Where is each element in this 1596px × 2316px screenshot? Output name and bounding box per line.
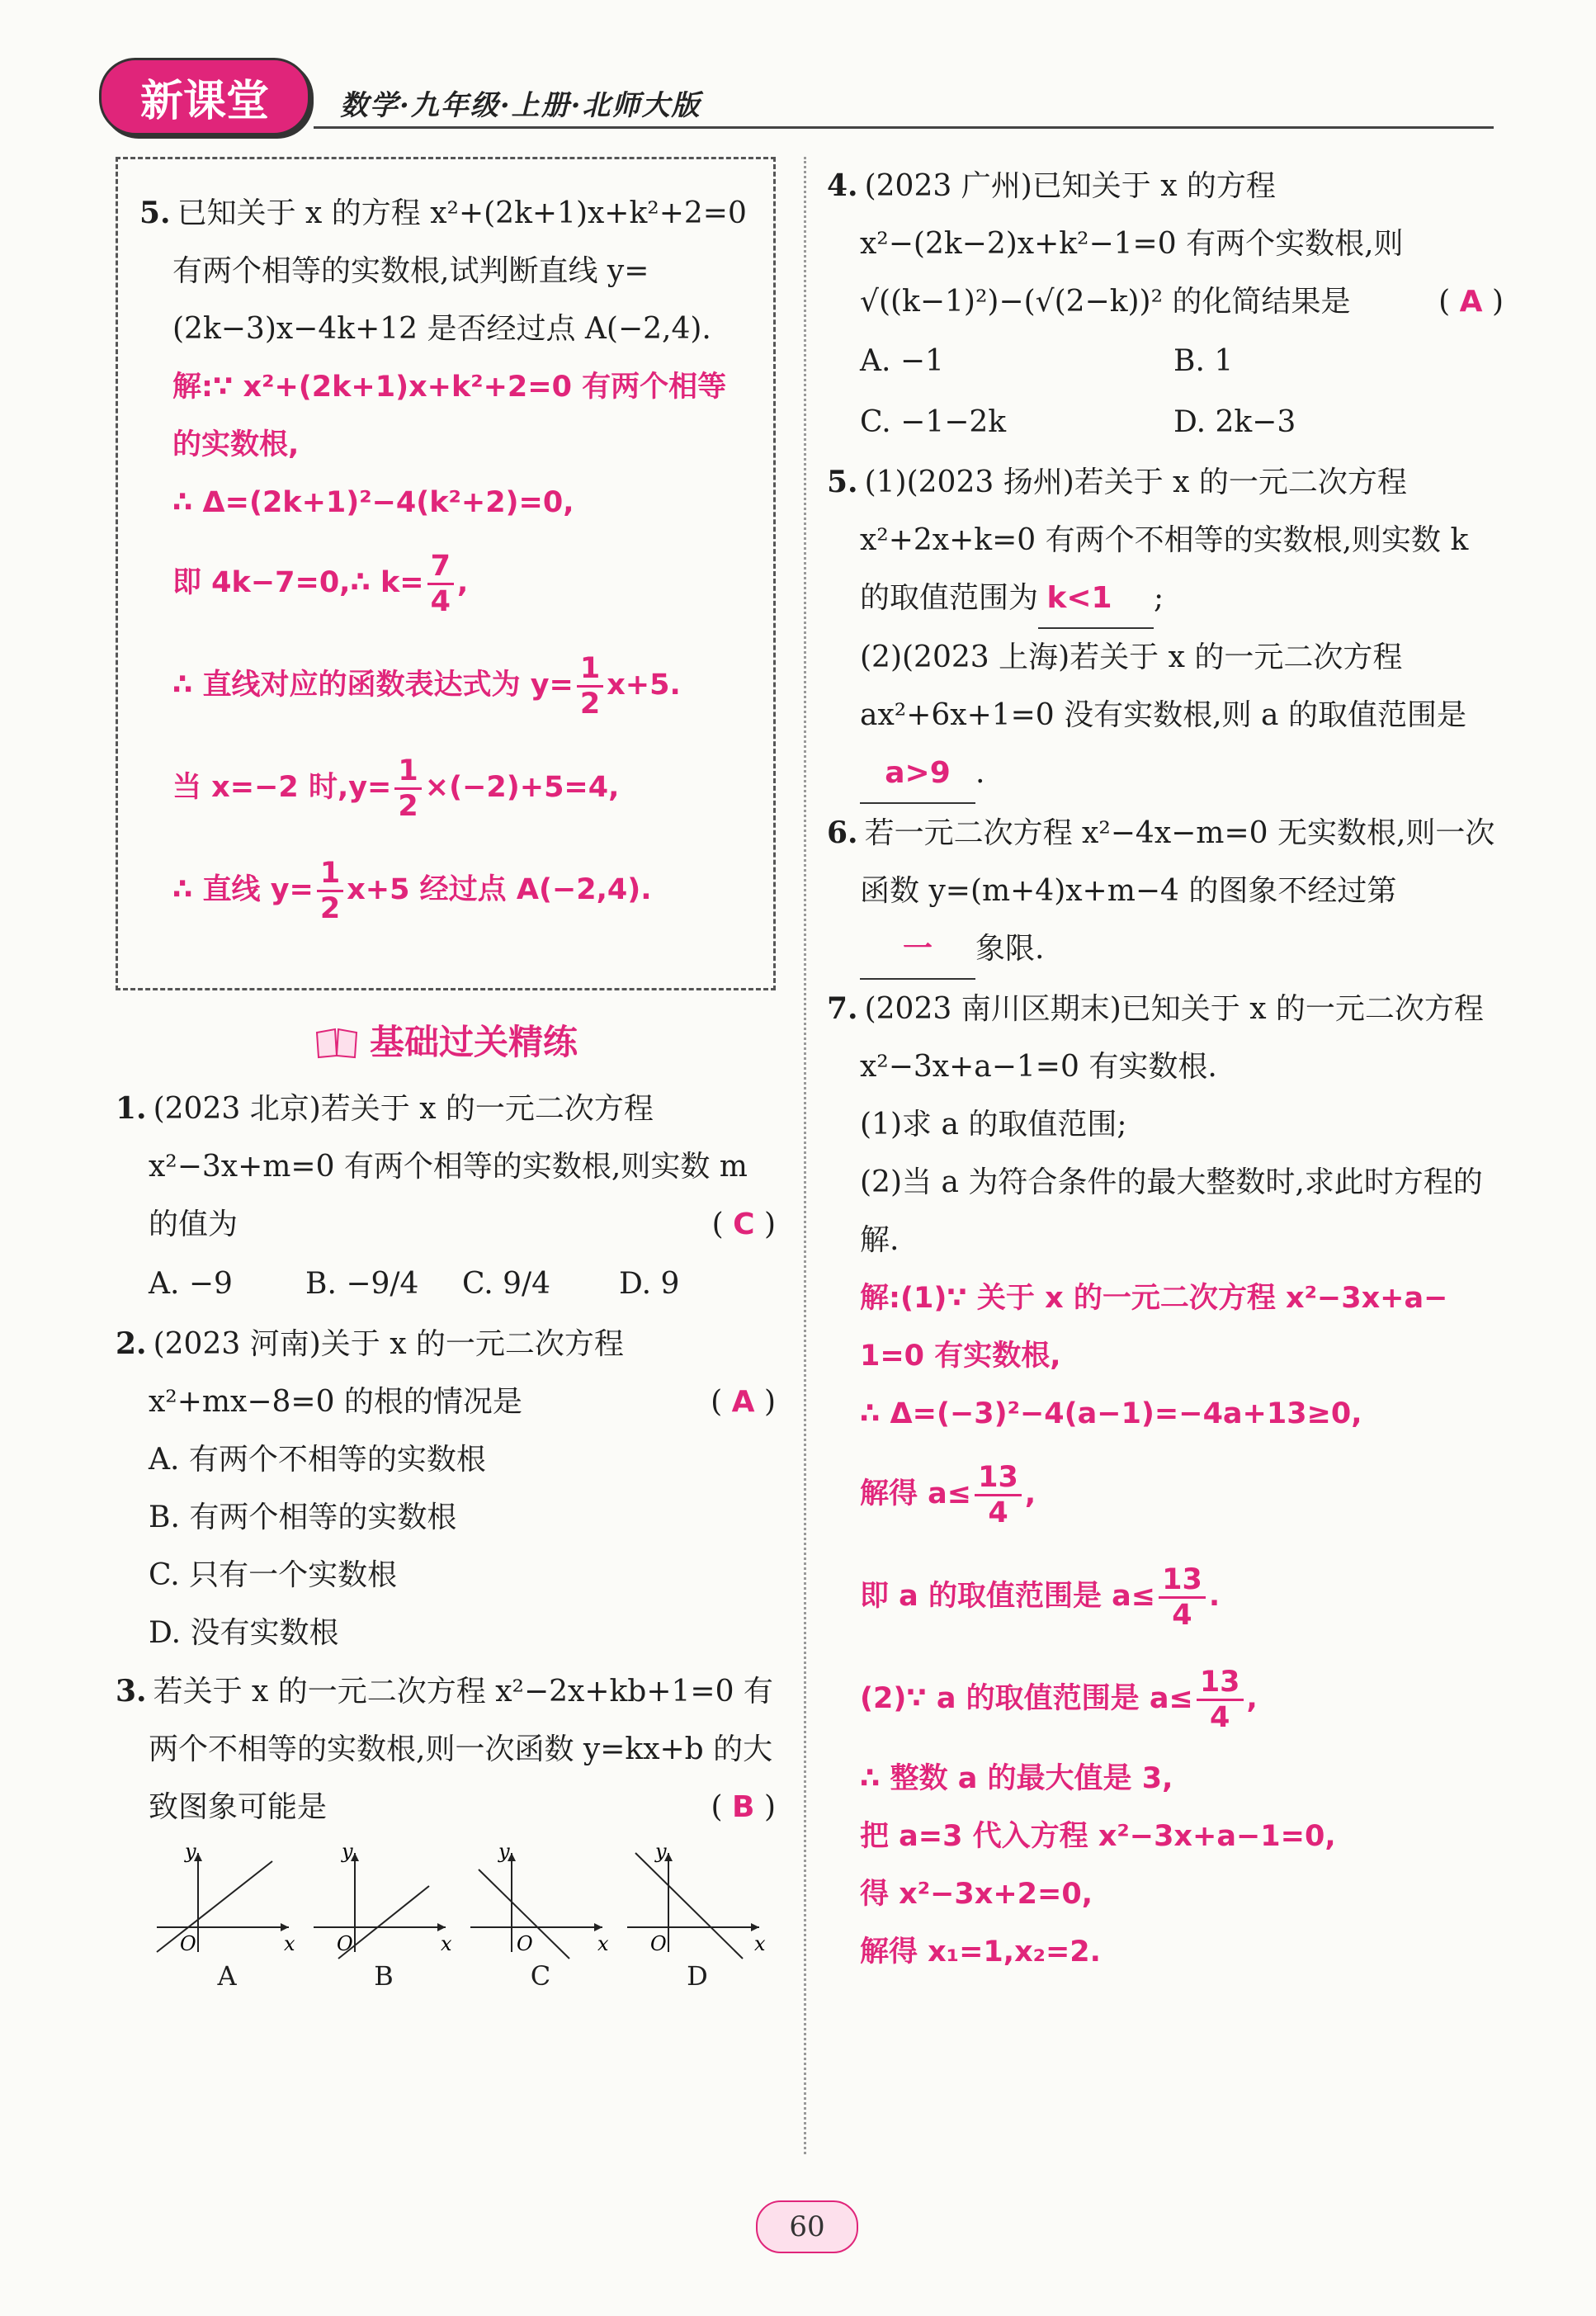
answer-line: ∴ 整数 a 的最大值是 3, xyxy=(860,1762,1173,1795)
svg-text:x: x xyxy=(754,1932,766,1955)
page-header xyxy=(0,0,1596,140)
answer-choice: A xyxy=(1459,285,1483,319)
answer-line: 即 a 的取值范围是 a≤ $\frac{13}{4}$ . xyxy=(860,1562,1221,1632)
svg-text:x: x xyxy=(284,1932,295,1955)
answer-line: 解:(1)∵ 关于 x 的一元二次方程 x²−3x+a− xyxy=(860,1282,1448,1315)
answer-line: ∴ 直线 y= $\frac{1}{2}$ x+5 经过点 A(−2,4). xyxy=(172,856,652,925)
answer-blank: a>9 xyxy=(860,744,975,804)
answer-choice: C xyxy=(733,1208,755,1241)
question-3-graphs xyxy=(116,1845,776,1992)
option-d: D. 没有实数根 xyxy=(149,1616,339,1650)
question-7-text: 7. (2023 南川区期末)已知关于 x 的一元二次方程 x²−3x+a−1=0 有实数根. xyxy=(827,991,1484,1084)
answer-line: ∴ Δ=(2k+1)²−4(k²+2)=0, xyxy=(172,486,574,519)
graph-option-b: y x O B xyxy=(305,1845,462,1992)
question-3-text: 3. 若关于 x 的一元二次方程 x²−2x+kb+1=0 有两个不相等的实数根,则一次函数 y=kx+b 的大致图象可能是 ( B ) xyxy=(116,1674,776,1824)
page-number: 60 xyxy=(756,2200,858,2253)
answer-choice: A xyxy=(731,1385,755,1419)
question-5-text: 5. 已知关于 x 的方程 x²+(2k+1)x+k²+2=0 有两个相等的实数根,试判断直线 y=(2k−3)x−4k+12 是否经过点 A(−2,4). xyxy=(139,196,747,346)
svg-text:y: y xyxy=(498,1845,510,1863)
section-title: 基础过关精练 xyxy=(116,1015,776,1065)
brand-logo: 新课堂 xyxy=(99,58,310,135)
question-4-options-row2 xyxy=(827,392,1504,453)
option-b: B. 有两个相等的实数根 xyxy=(149,1501,457,1534)
graph-option-d: y x O D xyxy=(619,1845,776,1992)
question-4-options-row1 xyxy=(827,331,1504,392)
question-4-text: 4. (2023 广州)已知关于 x 的方程 x²−(2k−2)x+k²−1=0 有两个实数根,则 √((k−1)²)−(√(2−k))² 的化简结果是 ( A ) xyxy=(827,168,1504,319)
svg-text:O: O xyxy=(517,1932,533,1955)
question-7-sub2: (2)当 a 为符合条件的最大整数时,求此时方程的解. xyxy=(860,1165,1483,1257)
answer-line: (2)∵ a 的取值范围是 a≤ $\frac{13}{4}$ , xyxy=(860,1665,1258,1734)
question-2-text: 2. (2023 河南)关于 x 的一元二次方程 x²+mx−8=0 的根的情况是 ( A ) xyxy=(116,1326,776,1419)
svg-text:O: O xyxy=(337,1932,353,1955)
graph-option-a: y x O A xyxy=(149,1845,305,1992)
left-column xyxy=(116,157,776,1992)
svg-text:O: O xyxy=(650,1932,667,1955)
option-c: C. 9/4 xyxy=(462,1267,551,1301)
column-divider xyxy=(804,157,806,2154)
right-column xyxy=(827,157,1504,1981)
answer-blank: k<1 xyxy=(1038,570,1154,629)
answer-line: 把 a=3 代入方程 x²−3x+a−1=0, xyxy=(860,1820,1336,1853)
option-b: B. −9/4 xyxy=(305,1267,419,1301)
question-5-box xyxy=(116,157,776,990)
book-icon xyxy=(314,1026,360,1059)
option-c: C. −1−2k xyxy=(860,405,1007,439)
question-6-answer-line: 一 象限. xyxy=(827,920,1504,980)
answer-line: 1=0 有实数根, xyxy=(860,1340,1061,1373)
question-6-text: 6. 若一元二次方程 x²−4x−m=0 无实数根,则一次函数 y=(m+4)x+m−4 的图象不经过第 xyxy=(827,815,1495,908)
answer-line: ∴ 直线对应的函数表达式为 y= $\frac{1}{2}$ x+5. xyxy=(172,651,681,721)
answer-line: ∴ Δ=(−3)²−4(a−1)=−4a+13≥0, xyxy=(860,1397,1362,1430)
answer-line: 即 4k−7=0,∴ k= $\frac{7}{4}$ , xyxy=(172,549,469,618)
option-a: A. −9 xyxy=(149,1267,233,1301)
question-7-sub1: (1)求 a 的取值范围; xyxy=(860,1108,1127,1141)
svg-text:O: O xyxy=(180,1932,196,1955)
answer-line: 解得 a≤ $\frac{13}{4}$ , xyxy=(860,1460,1036,1529)
question-1-text: 1. (2023 北京)若关于 x 的一元二次方程 x²−3x+m=0 有两个相等的实数根,则实数 m 的值为 ( C ) xyxy=(116,1091,776,1241)
svg-text:y: y xyxy=(185,1845,196,1863)
question-5-right-part2: (2)(2023 上海)若关于 x 的一元二次方程 ax²+6x+1=0 没有实数根,则 a 的取值范围是a>9 . xyxy=(827,629,1504,804)
svg-text:x: x xyxy=(597,1932,609,1955)
header-rule xyxy=(314,126,1494,129)
answer-line: 解:∵ x²+(2k+1)x+k²+2=0 有两个相等 xyxy=(172,371,727,404)
option-d: D. 9 xyxy=(619,1267,680,1301)
answer-line: 当 x=−2 时,y= $\frac{1}{2}$ ×(−2)+5=4, xyxy=(172,754,620,823)
answer-line: 得 x²−3x+2=0, xyxy=(860,1878,1093,1911)
question-5-right-part1: 5. (1)(2023 扬州)若关于 x 的一元二次方程 x²+2x+k=0 有两个不相等的实数根,则实数 k 的取值范围为 k<1 ; xyxy=(827,453,1504,629)
option-b: B. 1 xyxy=(1173,344,1234,378)
graph-option-c: y x O C xyxy=(462,1845,619,1992)
question-1-options xyxy=(116,1254,776,1315)
svg-text:y: y xyxy=(655,1845,667,1863)
svg-text:y: y xyxy=(342,1845,353,1863)
answer-blank: 一 xyxy=(860,920,975,980)
answer-line: 解得 x₁=1,x₂=2. xyxy=(860,1936,1101,1969)
option-a: A. −1 xyxy=(860,344,944,378)
option-a: A. 有两个不相等的实数根 xyxy=(149,1443,486,1477)
answer-choice: B xyxy=(732,1790,755,1824)
option-d: D. 2k−3 xyxy=(1173,405,1296,439)
svg-text:x: x xyxy=(441,1932,452,1955)
book-subtitle: 数学·九年级·上册·北师大版 xyxy=(340,89,701,122)
option-c: C. 只有一个实数根 xyxy=(149,1558,398,1592)
answer-line: 的实数根, xyxy=(172,428,300,461)
